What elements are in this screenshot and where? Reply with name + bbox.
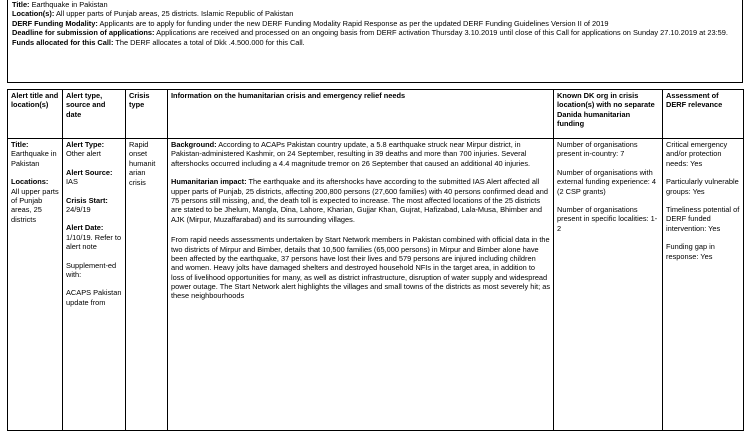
background-paragraph: [171, 140, 550, 168]
header-alert-title: Alert title and location(s): [8, 90, 63, 139]
assessment-vulnerable: Particularly vulnerable groups: Yes: [666, 177, 739, 196]
alert-table: [7, 89, 744, 431]
call-deadline-value: Applications are received and processed on an ongoing basis from DERF activation Thursday 3.10.2019 until close of this Call for applications on Sunday 27.10.2019 at 23:59.: [154, 28, 728, 38]
cell-crisis-info: [168, 139, 554, 431]
cell-assessment: [663, 139, 744, 431]
orgs-present-text: Number of organisations present in-country: 7: [557, 140, 638, 159]
alert-type-label: Alert Type:: [66, 140, 105, 149]
impact-label: Humanitarian impact:: [171, 177, 247, 187]
call-modality-line: [12, 19, 738, 28]
header-crisis-info: Information on the humanitarian crisis and emergency relief needs: [168, 90, 554, 139]
background-label: Background:: [171, 140, 217, 149]
alert-locations-value: All upper parts of Punjab areas, 25 districts: [11, 186, 59, 224]
cell-alert-type: [63, 139, 126, 431]
call-title-line: [12, 0, 738, 9]
assessment-timeliness: Timeliness potential of DERF funded intervention: Yes: [666, 204, 740, 233]
cell-dk-orgs: [554, 139, 663, 431]
header-crisis-type: Crisis type: [126, 90, 168, 139]
alert-source-value: IAS: [66, 177, 78, 187]
crisis-start-label: Crisis Start:: [66, 195, 108, 205]
crisis-type-value: Rapid onset humanit arian crisis: [129, 140, 156, 187]
call-funds-value: The DERF allocates a total of Dkk .4.500.000 for this Call.: [113, 37, 305, 47]
impact-text: The earthquake and its aftershocks have according to the submitted IAS Alert affected all upper parts of Punjab, 25 districts, affecting 200,800 persons (27,600 families) with 40 persons confirmed dead and 75 persons still missing, and, the death toll is expected to increase. The most affected locations of the 25 districts are stated to be Jhelum, Mangla, Dina, Lahore, Kharian, Gujjar Khan, Gujrat, Hafizabad, Lala-Musa, Bhimber and AJK (Mirpur, Muzaffarabad) and its surrounding villages.: [171, 177, 549, 224]
call-modality-value: Applicants are to apply for funding under the new DERF Funding Modality Rapid Response as per the updated DERF Funding Guidelines Version II of 2019: [97, 18, 609, 28]
table-header-row: [8, 90, 744, 139]
call-location-value: All upper parts of Punjab areas, 25 districts. Islamic Republic of Pakistan: [54, 9, 294, 19]
call-location-line: [12, 9, 738, 18]
assessment-gap: Funding gap in response: Yes: [666, 242, 715, 261]
header-dk-orgs: Known DK org in crisis location(s) with no separate Danida humanitarian funding: [554, 90, 663, 139]
alert-title-label: Title:: [11, 140, 29, 149]
alert-title-value: Earthquake in Pakistan: [11, 149, 57, 168]
assessment-critical: Critical emergency and/or protection needs: Yes: [666, 140, 728, 168]
call-title-value: Earthquake in Pakistan: [29, 0, 108, 9]
cell-crisis-type: [126, 139, 168, 431]
header-assessment: Assessment of DERF relevance: [663, 90, 744, 139]
assessment-paragraph: From rapid needs assessments undertaken by Start Network members in Pakistan combined with official data in the two districts of Mirpur and Bimber, details that 10,500 families (65,000 persons) in Mirpur and Bimber alone have been affected by the earthquake, 37 persons have lost their lives and 579 persons are injured including children and women. Heavy jolts have damaged shelters and destroyed household NFIs in the target area, in addition to loss of livelihood opportunities for many, as well as district infrastructure, disruption of water supply and widespread power outage. The Start Network alert highlights the villages and small towns of the districts as most severely hit; as these neighbourhoods: [171, 235, 551, 301]
crisis-start-value: 24/9/19: [66, 204, 91, 214]
call-modality-label: DERF Funding Modality:: [12, 18, 98, 28]
alert-date-value: 1/10/19. Refer to alert note: [66, 232, 122, 252]
alert-locations-label: Locations:: [11, 177, 49, 187]
table-row: [8, 139, 744, 431]
alert-source-label: Alert Source:: [66, 167, 113, 177]
background-text: According to ACAPs Pakistan country update, a 5.8 earthquake struck near Mirpur district, in Pakistan-administered Kashmir, on 24 September, resulting in 39 deaths and more than 700 injuries. Several aftershocks occurred including a 4.4 magnitude tremor on 26 September that caused an additional 40 injuries.: [171, 140, 531, 168]
supplemented-note: Supplement-ed with:: [66, 260, 117, 279]
call-deadline-line: [12, 28, 738, 37]
call-summary-box: [7, 0, 743, 83]
call-funds-label: Funds allocated for this Call:: [12, 37, 114, 47]
cell-alert-title: [8, 139, 63, 431]
acaps-note: ACAPS Pakistan update from: [66, 288, 122, 307]
call-location-label: Location(s):: [12, 9, 55, 19]
alert-type-value: Other alert: [66, 149, 101, 159]
alert-date-label: Alert Date:: [66, 223, 104, 233]
call-deadline-label: Deadline for submission of applications:: [12, 28, 155, 38]
impact-paragraph: [171, 177, 550, 224]
orgs-external-text: Number of organisations with external funding experience: 4 (2 CSP grants): [557, 167, 657, 196]
header-alert-type: Alert type, source and date: [63, 90, 126, 139]
call-funds-line: [12, 38, 738, 47]
call-title-label: Title:: [12, 0, 30, 9]
orgs-localities-text: Number of organisations present in specific localities: 1-2: [557, 204, 658, 233]
